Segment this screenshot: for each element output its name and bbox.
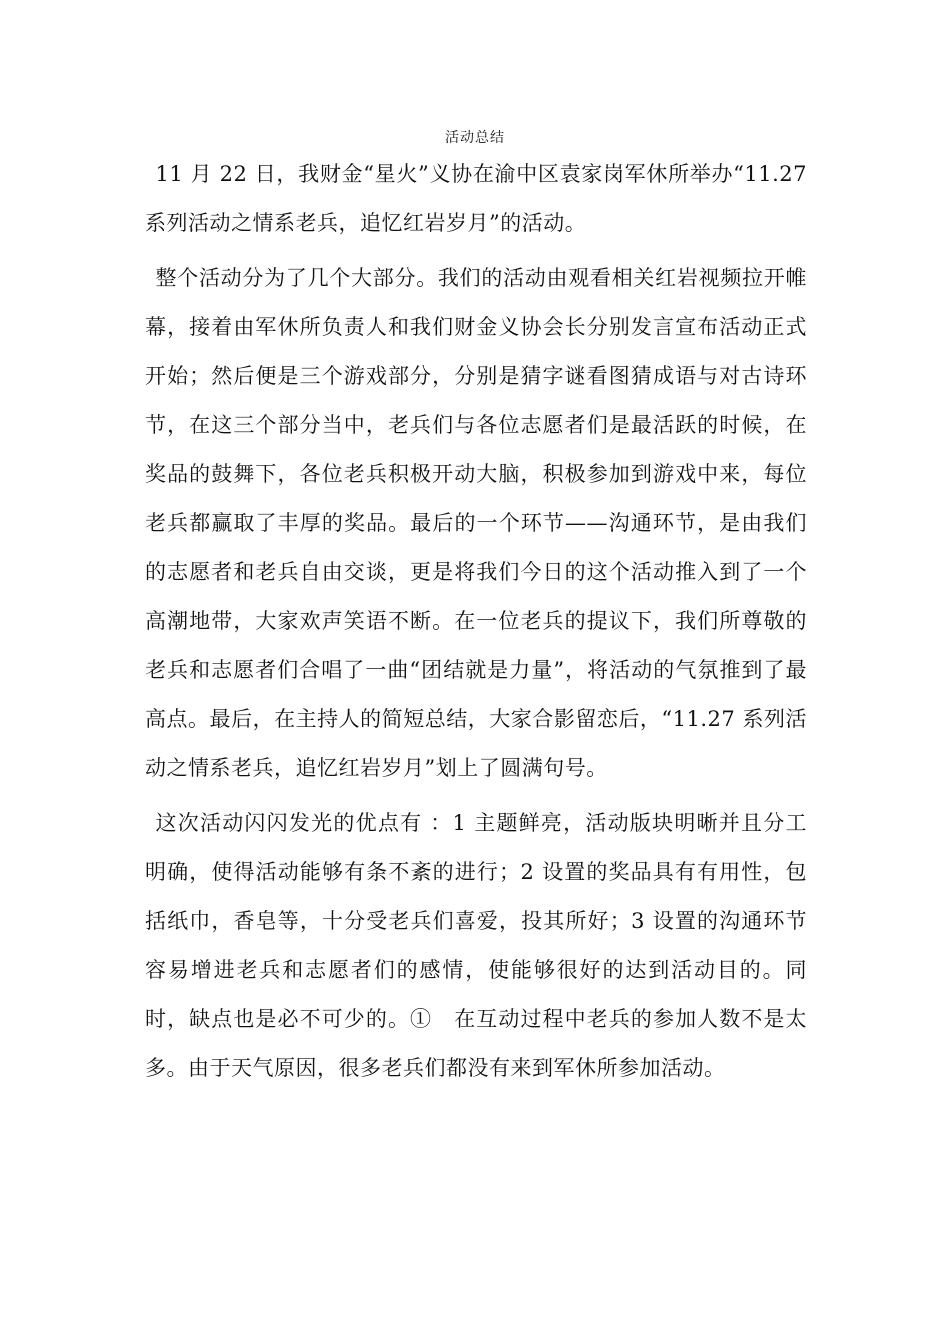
paragraph-evaluation: 这次活动闪闪发光的优点有 ：1 主题鲜亮，活动版块明晰并且分工明确，使得活动能够有条不紊的进行；2 设置的奖品具有有用性，包括纸巾，香皂等，十分受老兵们喜爱，投其所好；3 设置的沟通环节容易增进老兵和志愿者们的感情，使能够很好的达到活动目的。同时，缺点也是必不可少的。① 在互动过程中老兵的参加人数不是太多。由于天气原因，很多老兵们都没有来到军休所参加活动。 [145,811,807,1080]
paragraph-event-process: 整个活动分为了几个大部分。我们的活动由观看相关红岩视频拉开帷幕，接着由军休所负责人和我们财金义协会长分别发言宣布活动正式开始；然后便是三个游戏部分，分别是猜字谜看图猜成语与对古诗环节，在这三个部分当中，老兵们与各位志愿者们是最活跃的时候，在奖品的鼓舞下，各位老兵积极开动大脑，积极参加到游戏中来，每位老兵都赢取了丰厚的奖品。最后的一个环节——沟通环节，是由我们的志愿者和老兵自由交谈，更是将我们今日的这个活动推入到了一个高潮地带，大家欢声笑语不断。在一位老兵的提议下，我们所尊敬的老兵和志愿者们合唱了一曲“团结就是力量”，将活动的气氛推到了最高点。最后，在主持人的简短总结，大家合影留恋后，“11.27 系列活动之情系老兵，追忆红岩岁月”划上了圆满句号。 [145,266,807,780]
document-title: 活动总结 [445,130,505,146]
paragraph-event-intro: 11 月 22 日，我财金“星火”义协在渝中区袁家岗军休所举办“11.27 系列活动之情系老兵，追忆红岩岁月”的活动。 [145,162,807,235]
document-body [145,150,807,1099]
